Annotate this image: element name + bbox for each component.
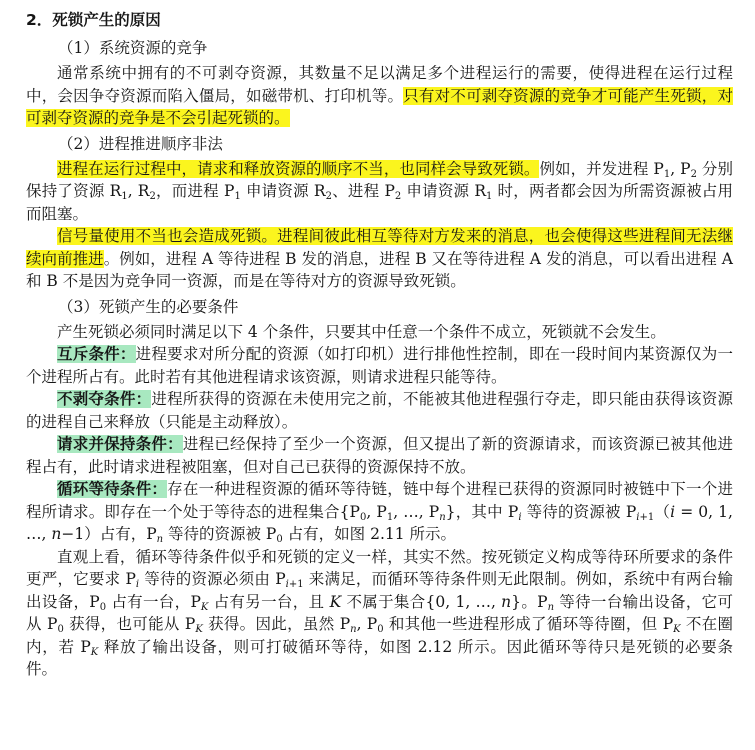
para-mutex: [26, 343, 733, 388]
heading-necessary-conditions: （3）死锁产生的必要条件: [58, 297, 239, 316]
para-circular-wait: [26, 478, 733, 546]
para-hold-and-wait: [26, 433, 733, 478]
para-conditions-intro: 产生死锁必须同时满足以下 4 个条件，只要其中任意一个条件不成立，死锁就不会发生。: [57, 322, 666, 341]
section-title: 2．死锁产生的原因: [26, 11, 161, 29]
term-hold-and-wait: 请求并保持条件：: [57, 435, 183, 453]
text-circular-wait: 存在一种进程资源的循环等待链，链中每个进程已获得的资源同时被链中下一个进程所请求。即存在一个处于等待态的进程集合{$P_0$, $P_1$, …, $P_n$}，其中 $P_i$ 等待的资源被 $P_{i+1}(i = 0$, 1, …, n−1）占有，$P_n$ 等待的资源被 $P_0$ 占有，如图 2.11 所示。: [26, 480, 733, 545]
text-nonpreemptive-resources: 通常系统中拥有的不可剥夺资源，其数量不足以满足多个进程运行的需要，使得进程在运行过程中，会因争夺资源而陷入僵局，如磁带机、打印机等。: [26, 64, 733, 105]
text-order-example: 例如，并发进程 $P_1$, $P_2$ 分别保持了资源 $R_1$, $R_2$，而进程 $P_1$ 申请资源 $R_2$、进程 $P_2$ 申请资源 $R_1$ 时，两者都会因为所需资源被占用而阻塞。: [26, 159, 733, 223]
text-mutex: 进程要求对所分配的资源（如打印机）进行排他性控制，即在一段时间内某资源仅为一个进程所占有。此时若有其他进程请求该资源，则请求进程只能等待。: [26, 345, 733, 386]
para-circular-wait-explanation: 直观上看，循环等待条件似乎和死锁的定义一样，其实不然。按死锁定义构成等待环所要求的条件更严，它要求 $P_i$ 等待的资源必须由 $P_{i+1}$ 来满足，而循环等待条件则无此限制。例如，系统中有两台输出设备，$P_0$ 占有一台，$P_K$ 占有另一台，且 K 不属于集合{0, 1, …, n}。$P_n$ 等待一台输出设备，它可从 $P_0$ 获得，也可能从 $P_K$ 获得。因此，虽然 $P_n$, $P_0$ 和其他一些进程形成了循环等待圈，但 $P_K$ 不在圈内，若 $P_K$ 释放了输出设备，则可打破循环等待，如图 2.12 所示。因此循环等待只是死锁的必要条件。: [26, 547, 734, 678]
text-semaphore-example: 。例如，进程 A 等待进程 B 发的消息，进程 B 又在等待进程 A 发的消息，可以看出进程 A 和 B 不是因为竞争同一资源，而是在等待对方的资源导致死锁。: [26, 249, 733, 290]
highlight-key-point-1: 只有对不可剥夺资源的竞争才可能产生死锁，对可剥夺资源的竞争是不会引起死锁的。: [26, 86, 733, 127]
para-no-preemption: [26, 388, 733, 433]
para-semaphore: [26, 225, 733, 293]
text-no-preemption: 进程所获得的资源在未使用完之前，不能被其他进程强行夺走，即只能由获得该资源的进程自己来释放（只能是主动释放）。: [26, 390, 733, 431]
heading-illegal-order: （2）进程推进顺序非法: [58, 134, 223, 153]
para-resource-competition: [26, 62, 733, 130]
para-illegal-order: [26, 158, 733, 226]
text-hold-and-wait: 进程已经保持了至少一个资源，但又提出了新的资源请求，而该资源已被其他进程占有，此时请求进程被阻塞，但对自己已获得的资源保持不放。: [26, 435, 733, 476]
term-circular-wait: 循环等待条件：: [57, 480, 168, 498]
heading-resource-competition: （1）系统资源的竞争: [58, 39, 208, 57]
highlight-key-point-2: 进程在运行过程中，请求和释放资源的顺序不当，也同样会导致死锁。: [57, 159, 540, 178]
highlight-key-point-3: 信号量使用不当也会造成死锁。进程间彼此相互等待对方发来的消息，也会使得这些进程间无法继续向前推进: [26, 227, 733, 268]
term-no-preemption: 不剥夺条件：: [57, 390, 152, 408]
term-mutex: 互斥条件：: [57, 345, 136, 363]
